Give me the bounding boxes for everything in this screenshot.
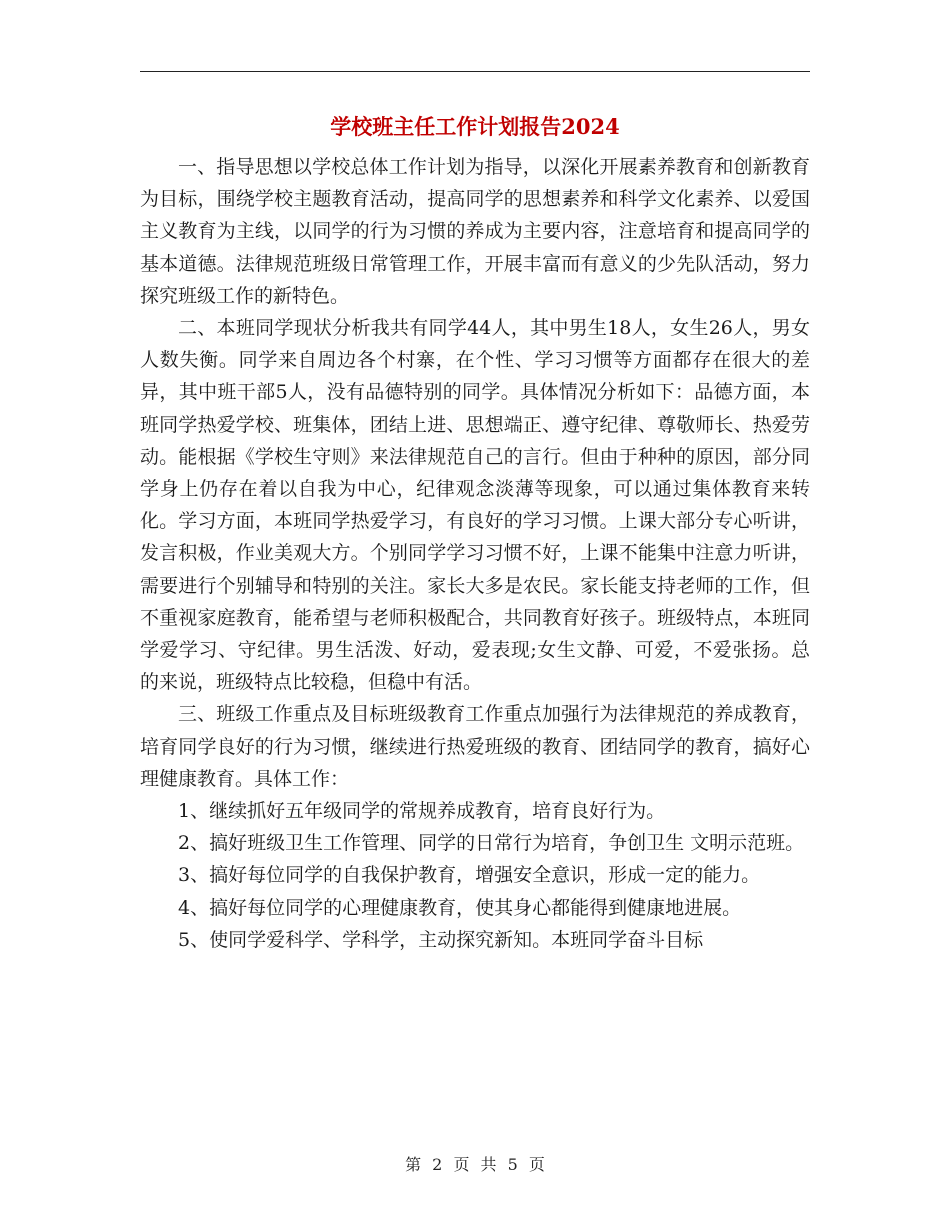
paragraph-guiding-ideology: 一、指导思想以学校总体工作计划为指导，以深化开展素养教育和创新教育为目标，围绕学校主题教育活动，提高同学的思想素养和科学文化素养、以爱国主义教育为主线，以同学的行为习惯的养成为主要内容，注意培育和提高同学的基本道德。法律规范班级日常管理工作，开展丰富而有意义的少先队活动，努力探究班级工作的新特色。 <box>140 156 810 307</box>
list-item-1: 1、继续抓好五年级同学的常规养成教育，培育良好行为。 <box>178 800 666 823</box>
document-title: 学校班主任工作计划报告2024 <box>330 114 620 139</box>
paragraph-class-analysis: 二、本班同学现状分析我共有同学44人，其中男生18人，女生26人，男女人数失衡。同学来自周边各个村寨，在个性、学习习惯等方面都存在很大的差异，其中班干部5人，没有品德特别的同学。具体情况分析如下：品德方面，本班同学热爱学校、班集体，团结上进、思想端正、遵守纪律、尊敬师长、热爱劳动。能根据《学校生守则》来法律规范自己的言行。但由于种种的原因，部分同学身上仍存在着以自我为中心，纪律观念淡薄等现象，可以通过集体教育来转化。学习方面，本班同学热爱学习，有良好的学习习惯。上课大部分专心听讲，发言积极，作业美观大方。个别同学学习习惯不好，上课不能集中注意力听讲，需要进行个别辅导和特别的关注。家长大多是农民。家长能支持老师的工作，但不重视家庭教育，能希望与老师积极配合，共同教育好孩子。班级特点，本班同学爱学习、守纪律。男生活泼、好动，爱表现;女生文静、可爱，不爱张扬。总的来说，班级特点比较稳，但稳中有活。 <box>140 317 810 694</box>
document-body <box>140 151 810 956</box>
paragraph-work-focus: 三、班级工作重点及目标班级教育工作重点加强行为法律规范的养成教育，培育同学良好的行为习惯，继续进行热爱班级的教育、团结同学的教育，搞好心理健康教育。具体工作： <box>140 703 810 790</box>
list-item-4: 4、搞好每位同学的心理健康教育，使其身心都能得到健康地进展。 <box>178 896 742 919</box>
list-item-2: 2、搞好班级卫生工作管理、同学的日常行为培育，争创卫生 文明示范班。 <box>178 832 805 855</box>
list-item-5: 5、使同学爱科学、学科学，主动探究新知。本班同学奋斗目标 <box>178 928 704 951</box>
page-number: 第 2 页 共 5 页 <box>405 1155 545 1174</box>
header-rule <box>140 71 810 72</box>
list-item-3: 3、搞好每位同学的自我保护教育，增强安全意识，形成一定的能力。 <box>178 864 761 887</box>
